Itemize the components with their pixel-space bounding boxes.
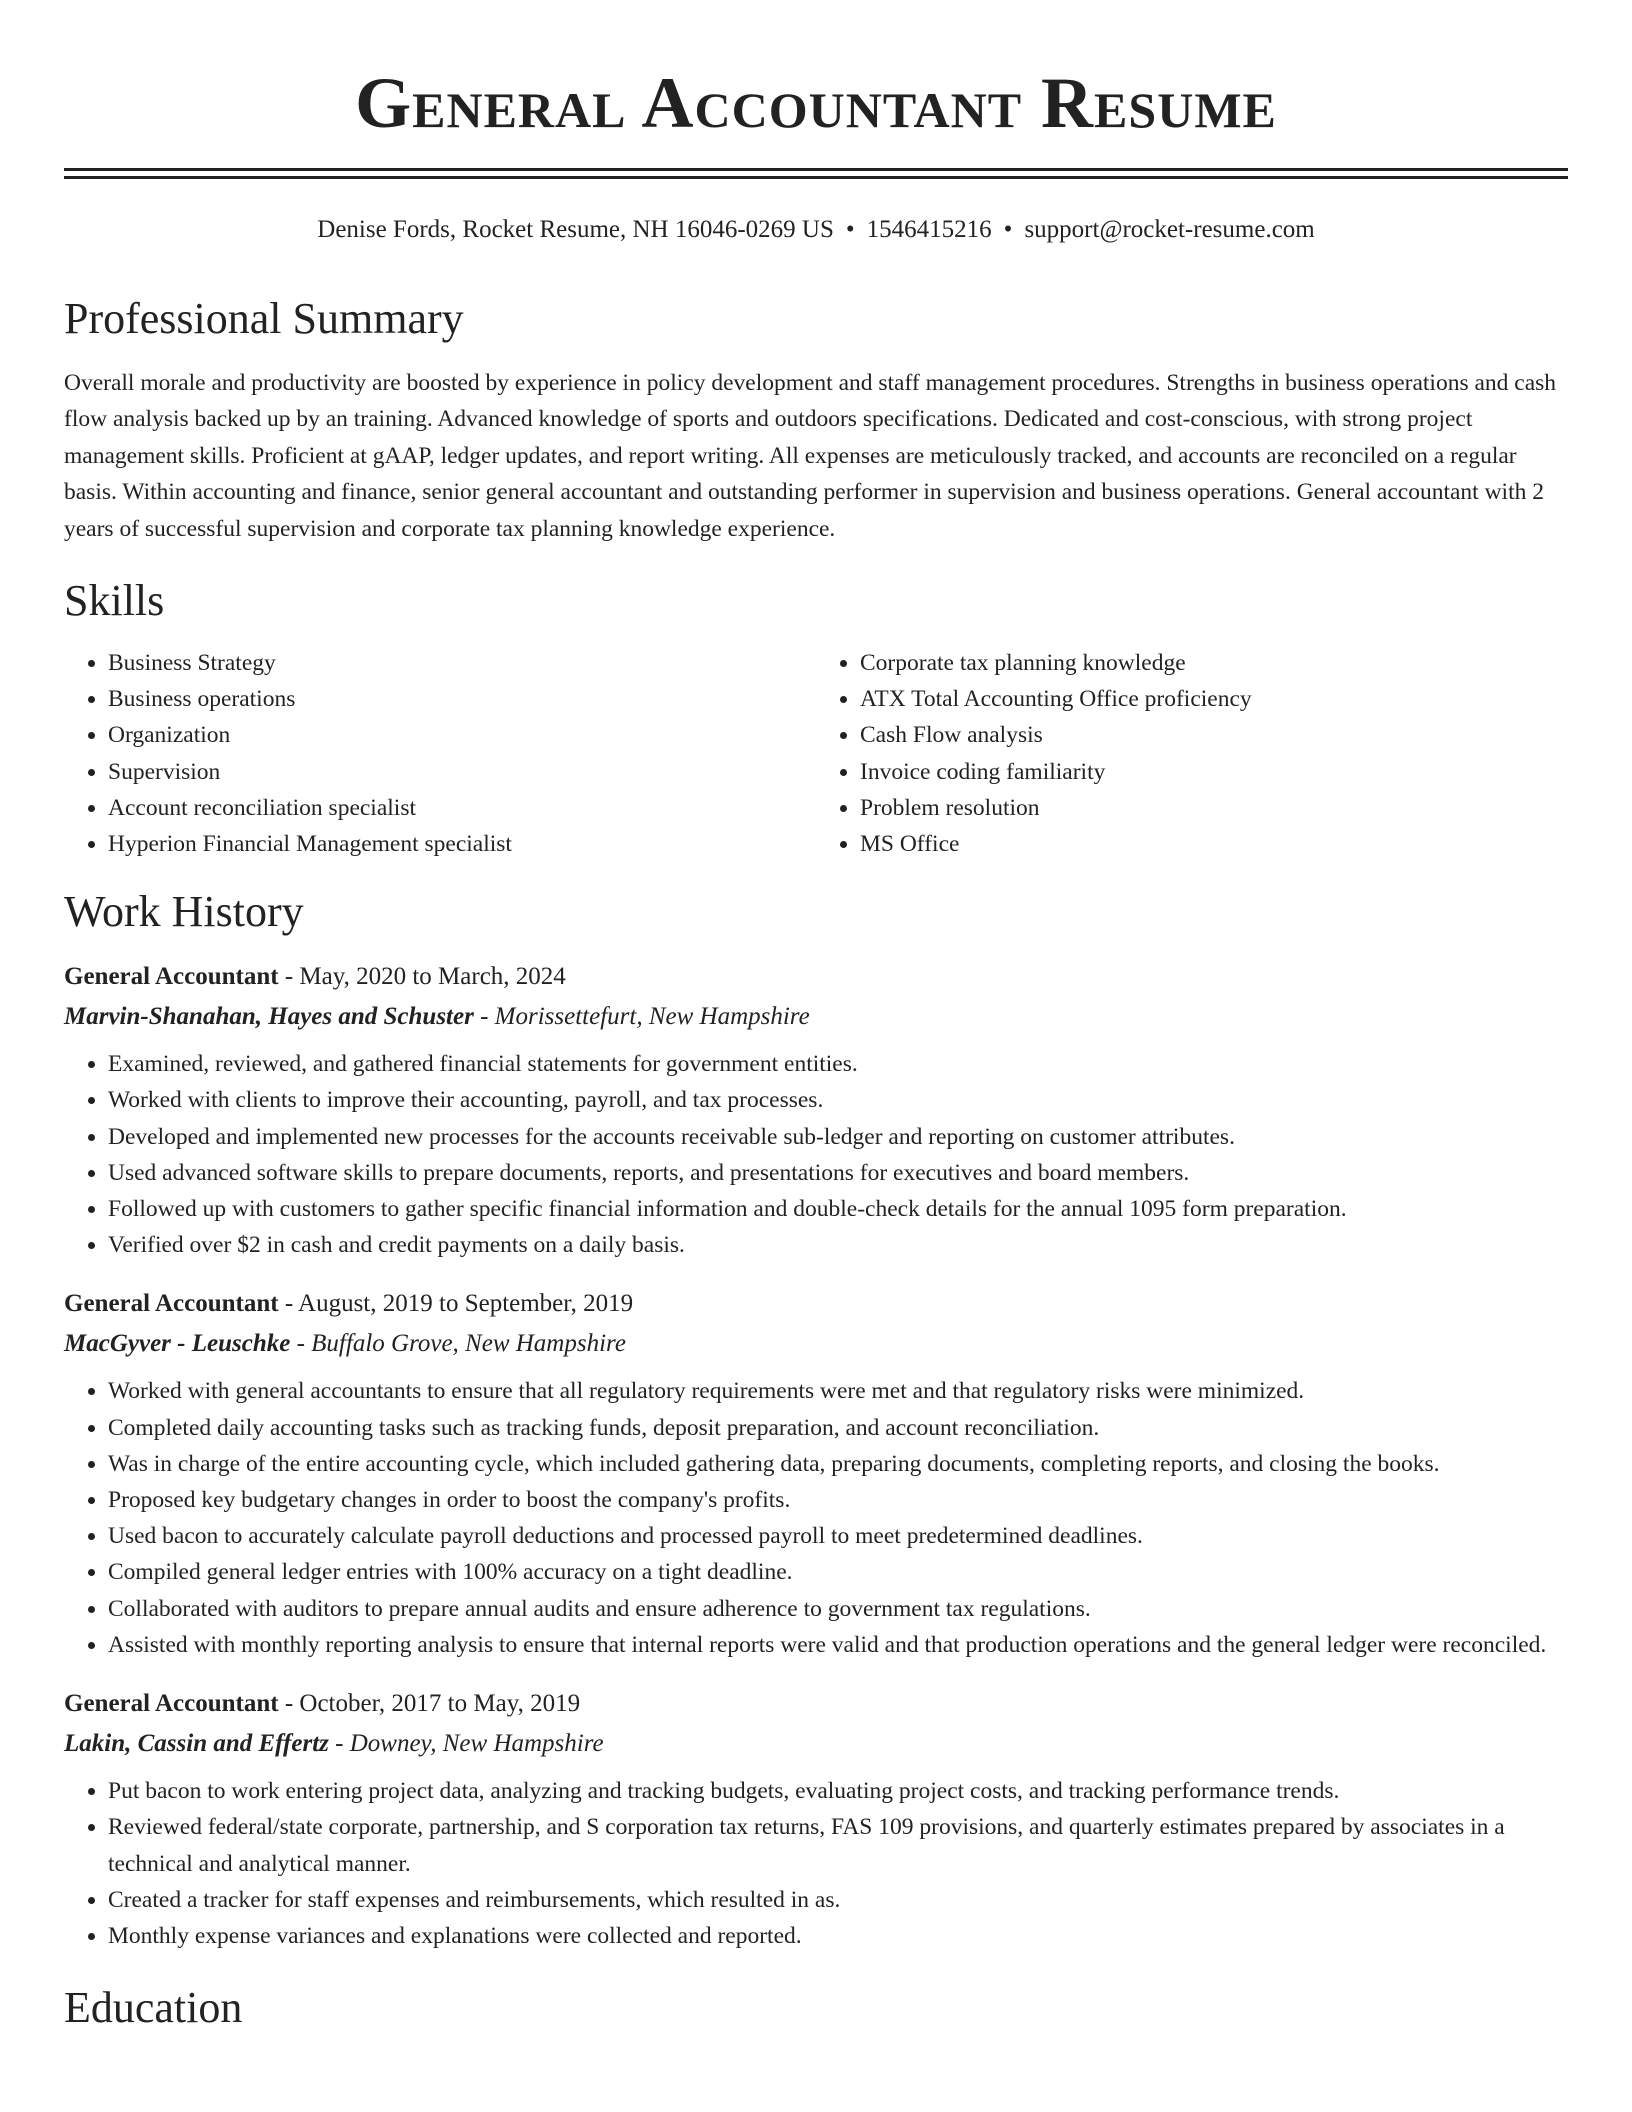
job-title: General Accountant [64,963,279,991]
job-location: - Buffalo Grove, New Hampshire [290,1330,626,1358]
job-bullet: • Was in charge of the entire accounting cycle, which included gathering data, preparing documents, completing reports, and closing the books. [108,1446,1568,1482]
work-history-list [64,962,1568,1954]
job-title-line [64,1289,1568,1319]
job-entry [64,962,1568,1263]
skill-item: • Hyperion Financial Management specialist [108,826,816,862]
skill-item: • Problem resolution [860,790,1568,826]
job-company-line [64,1002,1568,1032]
skill-item: • Corporate tax planning knowledge [860,645,1568,681]
job-bullets [64,1373,1568,1663]
skills-column-right [816,645,1568,862]
job-company: MacGyver - Leuschke [64,1330,291,1358]
skill-item: • Business operations [108,681,816,717]
job-bullet: • Monthly expense variances and explanations were collected and reported. [108,1918,1568,1954]
job-bullet: • Collaborated with auditors to prepare annual audits and ensure adherence to government tax regulations. [108,1591,1568,1627]
job-entry [64,1689,1568,1954]
job-bullet: • Reviewed federal/state corporate, partnership, and S corporation tax returns, FAS 109 provisions, and quarterly estimates prepared by associates in a technical and analytical manner. [108,1809,1568,1881]
skills-column-left [64,645,816,862]
contact-info [64,215,1568,245]
job-bullet: • Used bacon to accurately calculate payroll deductions and processed payroll to meet predetermined deadlines. [108,1518,1568,1554]
summary-text: Overall morale and productivity are boosted by experience in policy development and staff management procedures. Strengths in business operations and cash flow analysis backed up by an training. Advanced knowledge of sports and outdoors specifications. Dedicated and cost-conscious, with strong project management skills. Proficient at gAAP, ledger updates, and report writing. All expenses are meticulously tracked, and accounts are reconciled on a regular basis. Within accounting and finance, senior general accountant and outstanding performer in supervision and business operations. General accountant with 2 years of successful supervision and corporate tax planning knowledge experience. [64,370,1557,542]
job-company-line [64,1329,1568,1359]
job-company: Lakin, Cassin and Effertz [64,1730,329,1758]
section-heading-work-history: Work History [64,887,304,937]
skill-item: • Cash Flow analysis [860,717,1568,753]
job-bullet: • Proposed key budgetary changes in order to boost the company's profits. [108,1482,1568,1518]
job-company-line [64,1729,1568,1759]
contact-address: Denise Fords, Rocket Resume, NH 16046-0269 US [317,216,834,243]
skill-item: • Supervision [108,754,816,790]
job-bullet: • Assisted with monthly reporting analysis to ensure that internal reports were valid and that production operations and the general ledger were reconciled. [108,1627,1568,1663]
contact-separator: • [1003,216,1013,243]
job-bullet: • Worked with clients to improve their accounting, payroll, and tax processes. [108,1082,1568,1118]
title-divider-bottom [64,176,1568,179]
job-bullet: • Compiled general ledger entries with 100% accuracy on a tight deadline. [108,1554,1568,1590]
page-title: General Accountant Resume [355,63,1277,143]
skill-item: • Invoice coding familiarity [860,754,1568,790]
job-bullets [64,1046,1568,1263]
job-bullet: • Examined, reviewed, and gathered financial statements for government entities. [108,1046,1568,1082]
job-company: Marvin-Shanahan, Hayes and Schuster [64,1003,474,1031]
job-entry [64,1289,1568,1663]
job-bullet: • Developed and implemented new processes for the accounts receivable sub-ledger and reporting on customer attributes. [108,1119,1568,1155]
job-bullet: • Worked with general accountants to ensure that all regulatory requirements were met and that regulatory risks were minimized. [108,1373,1568,1409]
job-dates: - August, 2019 to September, 2019 [278,1290,634,1318]
contact-separator: • [845,216,855,243]
contact-email: support@rocket-resume.com [1024,216,1315,243]
skill-item: • Organization [108,717,816,753]
job-bullet: • Followed up with customers to gather specific financial information and double-check details for the annual 1095 form preparation. [108,1191,1568,1227]
job-title: General Accountant [64,1690,279,1718]
section-heading-skills: Skills [64,576,165,626]
job-location: - Downey, New Hampshire [328,1730,604,1758]
job-location: - Morissettefurt, New Hampshire [473,1003,810,1031]
skill-item: • MS Office [860,826,1568,862]
section-heading-education: Education [64,1983,243,2033]
title-divider-top [64,168,1568,171]
contact-phone: 1546415216 [866,216,992,243]
job-dates: - October, 2017 to May, 2019 [278,1690,581,1718]
job-title: General Accountant [64,1290,279,1318]
job-bullet: • Created a tracker for staff expenses and reimbursements, which resulted in as. [108,1882,1568,1918]
job-bullet: • Put bacon to work entering project data, analyzing and tracking budgets, evaluating project costs, and tracking performance trends. [108,1773,1568,1809]
job-bullets [64,1773,1568,1954]
skill-item: • Account reconciliation specialist [108,790,816,826]
skills-list [64,645,1568,862]
job-dates: - May, 2020 to March, 2024 [278,963,566,991]
section-heading-summary: Professional Summary [64,294,464,343]
job-bullet: • Completed daily accounting tasks such as tracking funds, deposit preparation, and account reconciliation. [108,1410,1568,1446]
skill-item: • ATX Total Accounting Office proficiency [860,681,1568,717]
job-bullet: • Used advanced software skills to prepare documents, reports, and presentations for executives and board members. [108,1155,1568,1191]
job-title-line [64,962,1568,992]
job-bullet: • Verified over $2 in cash and credit payments on a daily basis. [108,1227,1568,1263]
job-title-line [64,1689,1568,1719]
skill-item: • Business Strategy [108,645,816,681]
